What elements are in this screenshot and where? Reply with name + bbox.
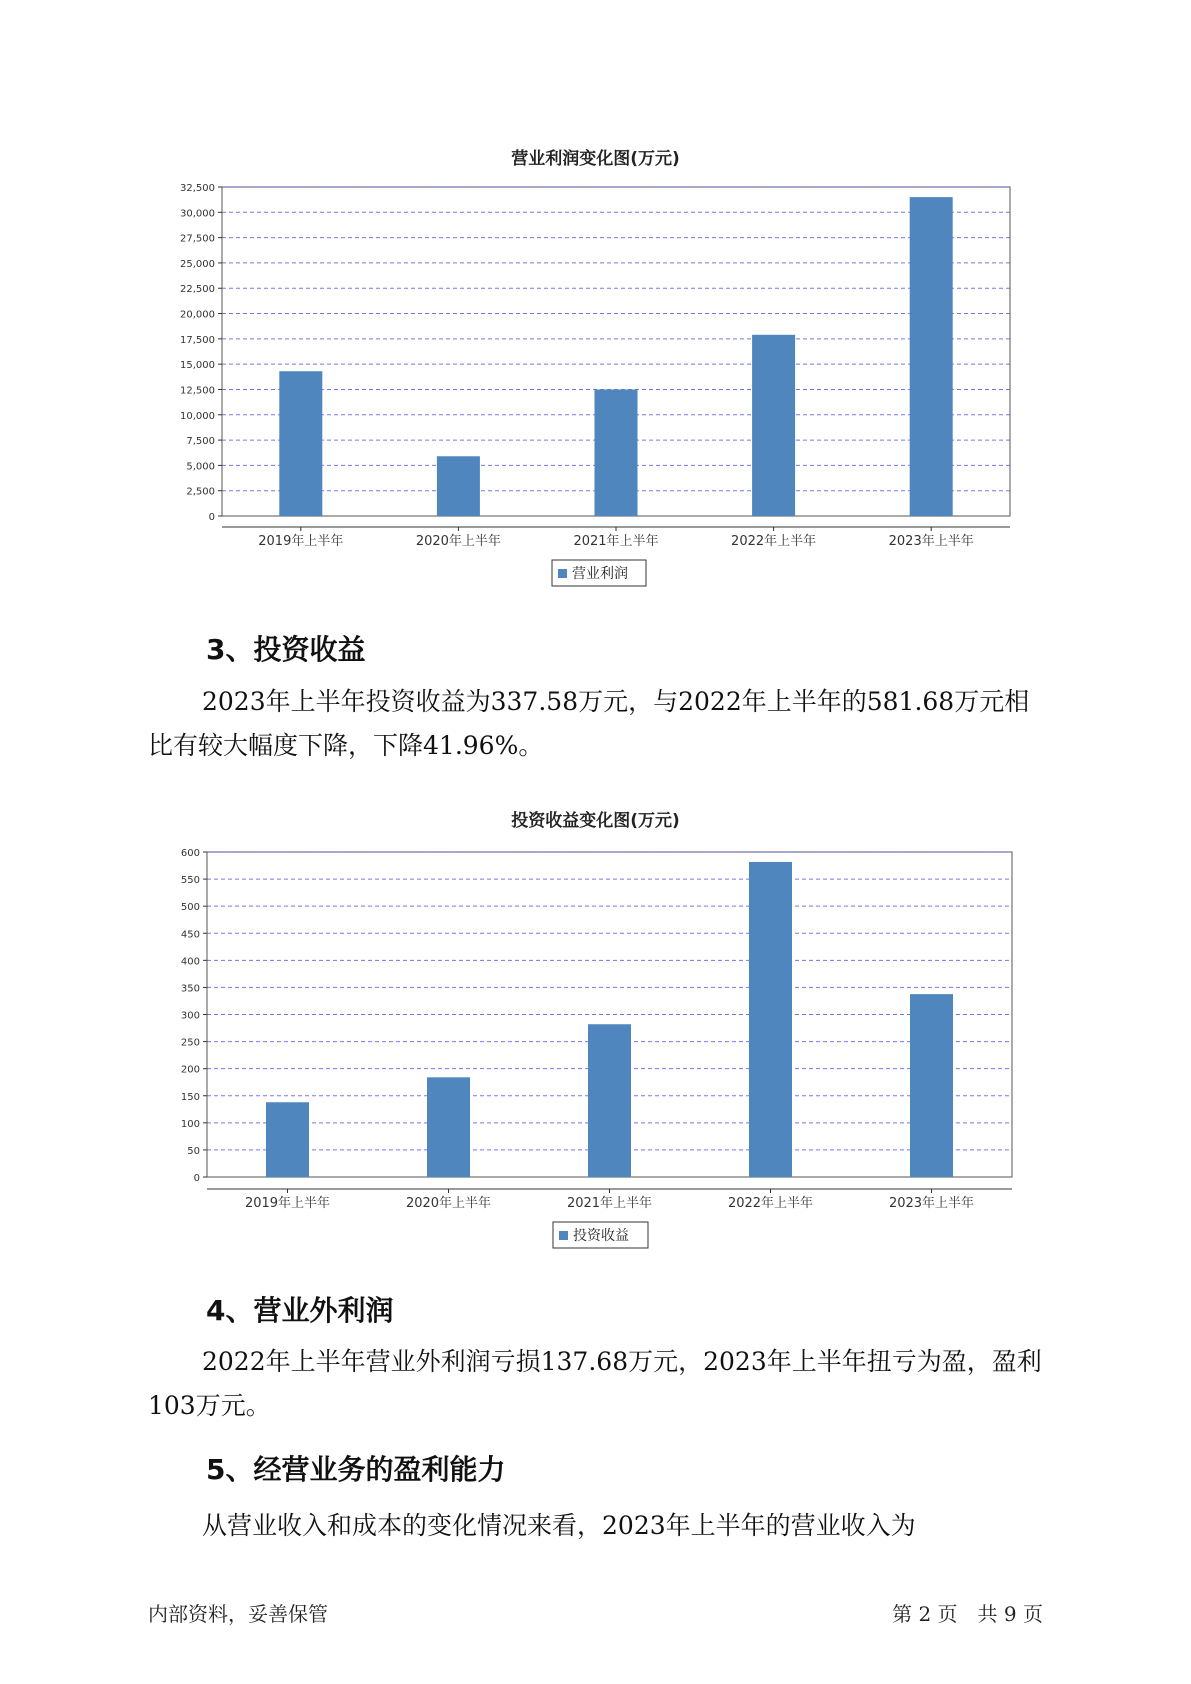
y-tick-label: 30,000	[180, 208, 215, 220]
y-tick-label: 7,500	[186, 436, 215, 448]
section3-heading: 3、投资收益	[206, 633, 366, 666]
legend	[553, 1222, 648, 1248]
x-tick-label: 2020年上半年	[415, 534, 501, 549]
investment-income-chart	[0, 842, 1191, 1262]
y-tick-label: 250	[180, 1037, 200, 1049]
legend-label: 营业利润	[572, 566, 628, 582]
footer-confidential-note: 内部资料，妥善保管	[148, 1602, 328, 1626]
y-tick-label: 32,500	[180, 183, 215, 194]
y-tick-label: 17,500	[180, 334, 215, 346]
bar	[437, 456, 480, 516]
footer-page-number: 第 2 页 共 9 页	[892, 1602, 1043, 1626]
bar	[910, 994, 953, 1177]
section4-heading: 4、营业外利润	[206, 1294, 394, 1327]
y-tick-label: 22,500	[180, 284, 215, 296]
bar	[266, 1102, 309, 1177]
y-tick-label: 500	[180, 902, 200, 914]
chart2-title: 投资收益变化图(万元)	[511, 811, 680, 831]
bar	[279, 371, 322, 516]
x-tick-label: 2019年上半年	[258, 534, 344, 549]
y-tick-label: 200	[180, 1064, 200, 1076]
section3-paragraph: 2023年上半年投资收益为337.58万元，与2022年上半年的581.68万元相比有较大幅度下降，下降41.96%。	[148, 687, 1030, 760]
bar	[910, 197, 953, 516]
x-tick-label: 2023年上半年	[888, 534, 974, 549]
y-tick-label: 450	[180, 929, 200, 941]
y-tick-label: 50	[187, 1145, 200, 1157]
bar	[749, 862, 792, 1177]
y-tick-label: 15,000	[180, 360, 215, 372]
y-tick-label: 10,000	[180, 410, 215, 422]
chart1-title: 营业利润变化图(万元)	[511, 149, 680, 169]
bar	[595, 389, 638, 516]
y-tick-label: 300	[180, 1010, 200, 1022]
bar	[752, 335, 795, 516]
y-tick-label: 100	[180, 1118, 200, 1130]
bar	[427, 1077, 470, 1177]
x-tick-label: 2023年上半年	[888, 1196, 975, 1211]
legend-label: 投资收益	[573, 1228, 629, 1244]
y-tick-label: 0	[193, 1173, 200, 1184]
x-tick-label: 2021年上半年	[566, 1196, 653, 1211]
bar	[588, 1024, 631, 1177]
x-tick-label: 2022年上半年	[731, 534, 817, 549]
section4-paragraph: 2022年上半年营业外利润亏损137.68万元，2023年上半年扭亏为盈，盈利103万元。	[148, 1347, 1042, 1420]
y-tick-label: 20,000	[180, 309, 215, 321]
y-tick-label: 350	[180, 983, 200, 995]
section5-heading: 5、经营业务的盈利能力	[206, 1453, 506, 1486]
section5-paragraph: 从营业收入和成本的变化情况来看，2023年上半年的营业收入为	[202, 1511, 916, 1540]
legend	[552, 560, 646, 586]
y-tick-label: 2,500	[186, 486, 215, 498]
y-tick-label: 12,500	[180, 385, 215, 397]
legend-swatch	[558, 569, 567, 578]
x-tick-label: 2022年上半年	[727, 1196, 814, 1211]
x-tick-label: 2021年上半年	[573, 534, 659, 549]
x-tick-label: 2020年上半年	[405, 1196, 492, 1211]
y-tick-label: 550	[180, 875, 200, 887]
y-tick-label: 600	[180, 848, 200, 859]
y-tick-label: 25,000	[180, 258, 215, 270]
y-tick-label: 400	[180, 956, 200, 968]
y-tick-label: 150	[180, 1091, 200, 1103]
y-tick-label: 0	[208, 512, 215, 523]
y-tick-label: 27,500	[180, 233, 215, 245]
operating-profit-chart	[0, 180, 1191, 600]
x-tick-label: 2019年上半年	[244, 1196, 331, 1211]
y-tick-label: 5,000	[186, 461, 215, 473]
legend-swatch	[559, 1231, 568, 1240]
